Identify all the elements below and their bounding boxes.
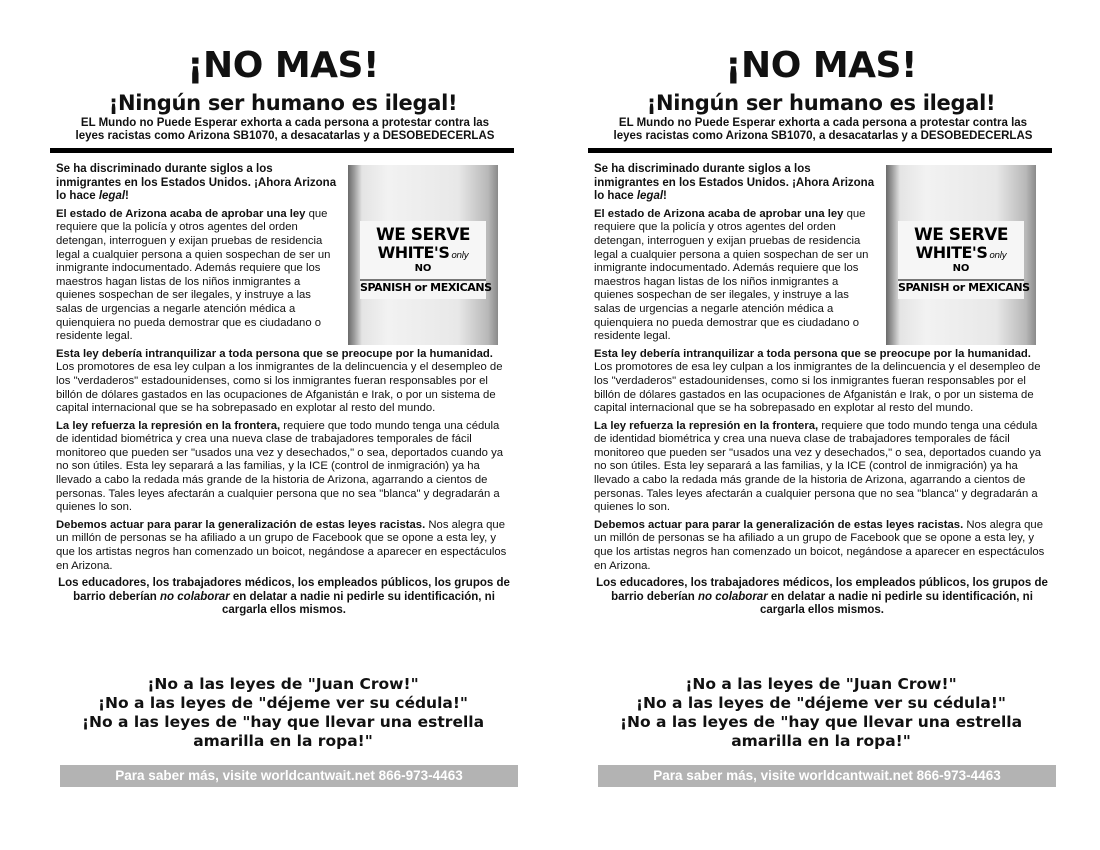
intro-line-2: leyes racistas como Arizona SB1070, a desacatarlas y a DESOBEDECERLAS xyxy=(75,130,495,142)
p1-text: Se ha discriminado durante siglos a los inmigrantes en los Estados Unidos. ¡Ahora Arizona lo hace xyxy=(56,163,337,203)
p6-text-b: en delatar a nadie ni pedirle su identificación, ni cargarla ellos mismos. xyxy=(759,590,1033,617)
paragraph-5 xyxy=(594,519,1050,573)
flyer-body xyxy=(56,163,512,622)
intro-line-1: EL Mundo no Puede Esperar exhorta a cada persona a protestar contra las xyxy=(80,117,490,129)
p3-lead: Esta ley debería intranquilizar a toda persona que se preocupe por la humanidad. xyxy=(594,347,1031,360)
p1-emphasis: legal xyxy=(636,190,664,203)
flyer-intro xyxy=(598,117,1048,143)
p1-end: ! xyxy=(663,190,667,203)
sign-line-1: WE SERVE xyxy=(376,225,470,245)
flyer-title: ¡NO MAS! xyxy=(725,45,917,86)
paragraph-2 xyxy=(594,208,876,344)
slogans xyxy=(586,675,1056,751)
slogan-2: ¡No a las leyes de "déjeme ver su cédula!" xyxy=(97,694,469,712)
paragraph-2 xyxy=(56,208,338,344)
p2-lead: El estado de Arizona acaba de aprobar una ley xyxy=(594,207,844,220)
p2-lead: El estado de Arizona acaba de aprobar una ley xyxy=(56,207,306,220)
sign-line-2-small: only xyxy=(451,251,469,261)
p6-text-b: en delatar a nadie ni pedirle su identificación, ni cargarla ellos mismos. xyxy=(221,590,495,617)
p4-text: requiere que todo mundo tenga una cédula de identidad biométrica y crea una nueva clase de trabajadores temporales de fácil monitoreo que pueden ser "usados una vez y desechados," o sea, deportados cuando ya no son útiles. Esta ley separará a las familias, y la ICE (control de inmigración) ya ha llevado a cabo la redada más grande de la historia de Arizona, agarrando a cientos de personas. Tales leyes afectarán a cualquier persona que no sea "blanca" y degradarán a quienes lo son. xyxy=(594,419,1042,514)
p1-emphasis: legal xyxy=(98,190,126,203)
paragraph-4 xyxy=(56,420,512,515)
flyer-intro xyxy=(60,117,510,143)
p5-text: Nos alegra que un millón de personas se ha afiliado a un grupo de Facebook que se opone a esta ley, y que los artistas negros han comenzado un boicot, negándose a aparecer en espectáculos en Arizona. xyxy=(56,518,507,572)
flyer-title: ¡NO MAS! xyxy=(187,45,379,86)
p5-text: Nos alegra que un millón de personas se ha afiliado a un grupo de Facebook que se opone a esta ley, y que los artistas negros han comenzado un boicot, negándose a aparecer en espectáculos en Arizona. xyxy=(594,518,1045,572)
p6-text-a: Los educadores, los trabajadores médicos, los empleados públicos, los grupos de barrio deberían xyxy=(596,577,1048,603)
p4-text: requiere que todo mundo tenga una cédula de identidad biométrica y crea una nueva clase de trabajadores temporales de fácil monitoreo que pueden ser "usados una vez y desechados," o sea, deportados cuando ya no son útiles. Esta ley separará a las familias, y la ICE (control de inmigración) ya ha llevado a cabo la redada más grande de la historia de Arizona, agarrando a cientos de personas. Tales leyes afectarán a cualquier persona que no sea "blanca" y degradarán a quienes lo son. xyxy=(56,419,504,514)
sign-line-1: WE SERVE xyxy=(914,225,1008,245)
p3-lead: Esta ley debería intranquilizar a toda persona que se preocupe por la humanidad. xyxy=(56,347,493,360)
p2-text: que requiere que la policía y otros agentes del orden detengan, interroguen y exijan pruebas de residencia legal a cualquier persona a quien sospechan de ser un inmigrante indocumentado. Además requiere que los maestros hagan listas de los niños inmigrantes a quienes sospechan de ser ilegales, y instruye a las salas de urgencias a negarle atención médica a quienquiera no pueda demostrar que es ciudadano o residente legal. xyxy=(594,207,869,343)
p4-lead: La ley refuerza la represión en la frontera, xyxy=(56,419,281,432)
paragraph-6 xyxy=(594,577,1050,618)
paragraph-3 xyxy=(594,348,1050,416)
paragraph-3 xyxy=(56,348,512,416)
p3-text: Los promotores de esa ley culpan a los inmigrantes de la delincuencia y el desempleo de los "verdaderos" estadounidenses, como si los inmigrantes fueran responsables por el billón de dólares gastados en las ocupaciones de Afganistán e Irak, o por un sistema de capital internacional que se ha sobrepasado en explotar al resto del mundo. xyxy=(56,361,503,415)
sign-line-3: NO xyxy=(952,263,970,274)
divider-rule xyxy=(50,148,514,153)
p1-text: Se ha discriminado durante siglos a los inmigrantes en los Estados Unidos. ¡Ahora Arizona lo hace xyxy=(594,163,875,203)
intro-line-1: EL Mundo no Puede Esperar exhorta a cada persona a protestar contra las xyxy=(618,117,1028,129)
sign-line-2-small: only xyxy=(989,251,1007,261)
footer-banner: Para saber más, visite worldcantwait.net 866-973-4463 xyxy=(598,765,1056,787)
slogan-3: ¡No a las leyes de "hay que llevar una estrella amarilla en la ropa!" xyxy=(619,713,1023,750)
p6-emphasis: no colaborar xyxy=(160,590,230,603)
p1-end: ! xyxy=(125,190,129,203)
sign-line-4: SPANISH or MEXICANS xyxy=(360,281,492,294)
p5-lead: Debemos actuar para parar la generalización de estas leyes racistas. xyxy=(594,518,964,531)
paragraph-1 xyxy=(594,163,876,204)
divider-rule xyxy=(588,148,1052,153)
paragraph-1 xyxy=(56,163,338,204)
intro-line-2: leyes racistas como Arizona SB1070, a desacatarlas y a DESOBEDECERLAS xyxy=(613,130,1033,142)
slogan-2: ¡No a las leyes de "déjeme ver su cédula!" xyxy=(635,694,1007,712)
footer-banner: Para saber más, visite worldcantwait.net 866-973-4463 xyxy=(60,765,518,787)
p4-lead: La ley refuerza la represión en la frontera, xyxy=(594,419,819,432)
flyer-right xyxy=(586,45,1056,805)
p6-text-a: Los educadores, los trabajadores médicos, los empleados públicos, los grupos de barrio deberían xyxy=(58,577,510,603)
slogan-3: ¡No a las leyes de "hay que llevar una estrella amarilla en la ropa!" xyxy=(81,713,485,750)
p5-lead: Debemos actuar para parar la generalización de estas leyes racistas. xyxy=(56,518,426,531)
flyer-subtitle: ¡Ningún ser humano es ilegal! xyxy=(646,91,996,115)
slogan-1: ¡No a las leyes de "Juan Crow!" xyxy=(147,675,419,693)
sign-line-2-main: WHITE'S xyxy=(915,243,988,262)
sign-line-4: SPANISH or MEXICANS xyxy=(898,281,1030,294)
paragraph-6 xyxy=(56,577,512,618)
paragraph-5 xyxy=(56,519,512,573)
p3-text: Los promotores de esa ley culpan a los inmigrantes de la delincuencia y el desempleo de los "verdaderos" estadounidenses, como si los inmigrantes fueran responsables por el billón de dólares gastados en las ocupaciones de Afganistán e Irak, o por un sistema de capital internacional que se ha sobrepasado en explotar al resto del mundo. xyxy=(594,361,1041,415)
p2-text: que requiere que la policía y otros agentes del orden detengan, interroguen y exijan pruebas de residencia legal a cualquier persona a quien sospechan de ser un inmigrante indocumentado. Además requiere que los maestros hagan listas de los niños inmigrantes a quienes sospechan de ser ilegales, y instruye a las salas de urgencias a negarle atención médica a quienquiera no pueda demostrar que es ciudadano o residente legal. xyxy=(56,207,331,343)
p6-emphasis: no colaborar xyxy=(698,590,768,603)
flyer-body xyxy=(594,163,1050,622)
flyer-left xyxy=(48,45,518,805)
slogan-1: ¡No a las leyes de "Juan Crow!" xyxy=(685,675,957,693)
flyer-subtitle: ¡Ningún ser humano es ilegal! xyxy=(108,91,458,115)
slogans xyxy=(48,675,518,751)
sign-line-2-main: WHITE'S xyxy=(377,243,450,262)
paragraph-4 xyxy=(594,420,1050,515)
sign-line-3: NO xyxy=(414,263,432,274)
